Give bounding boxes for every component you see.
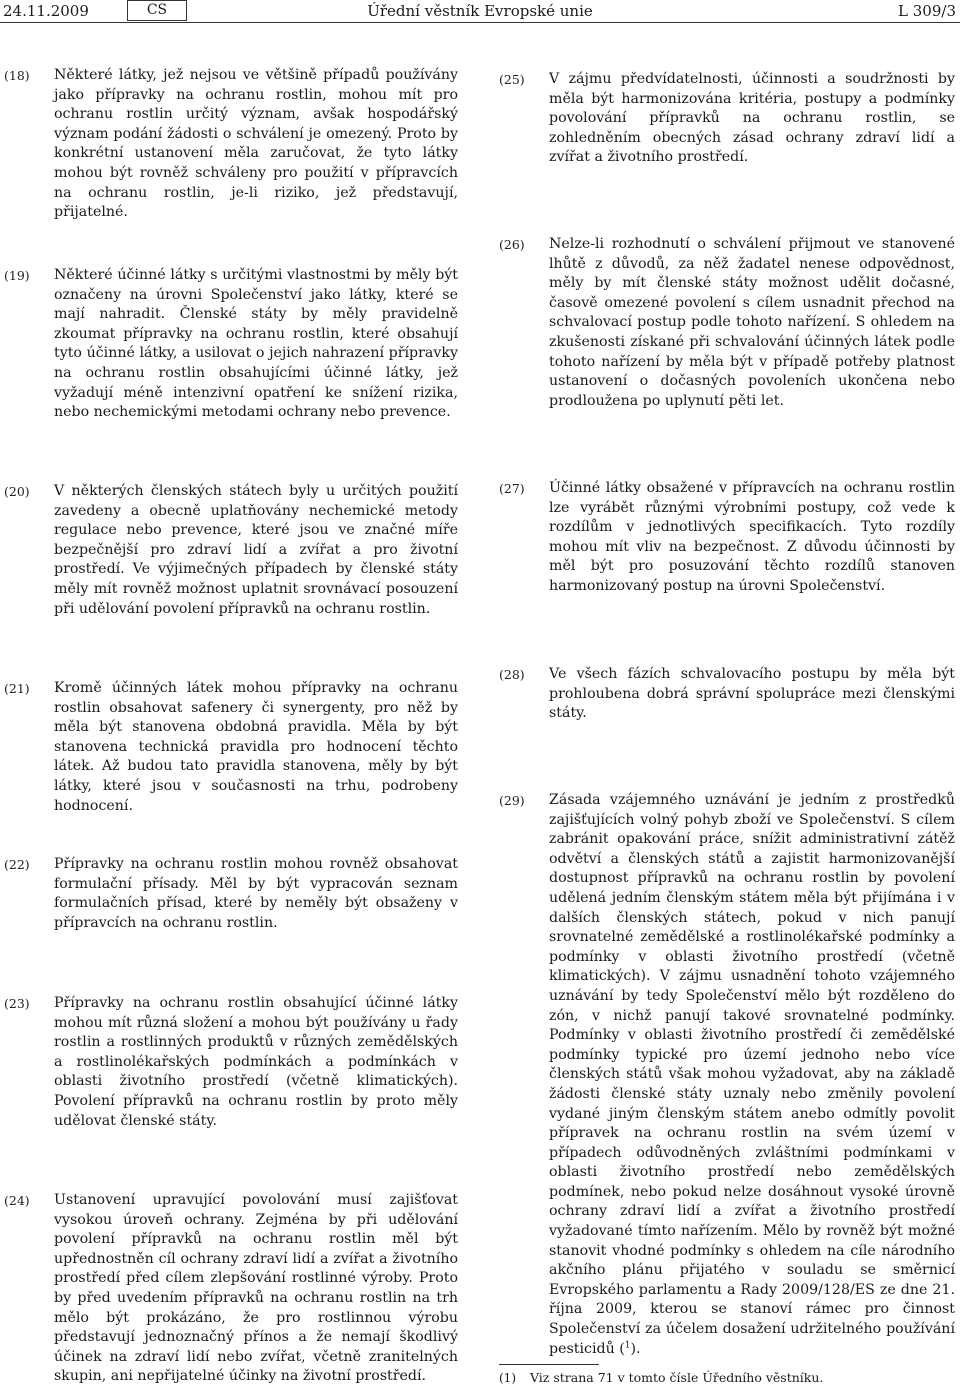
recital-text: Účinné látky obsažené v přípravcích na ochranu rostlin lze vyrábět různými výrobními postupy, což vede k rozdílům v jednotlivých specifikacích. Tyto rozdíly mohou mít vliv na bezpečnost. Z důvodu účinnosti by měl být pro posuzování těchto rozdílů stanoven harmonizovaný postup na úrovni Společenství.	[549, 480, 955, 594]
footnote	[499, 1370, 957, 1386]
page-header	[0, 0, 960, 24]
recital-number: (26)	[499, 237, 525, 252]
recital-number: (24)	[4, 1193, 30, 1208]
footnote-mark: (1)	[499, 1371, 516, 1385]
recital-text: Ve všech fázích schvalovacího postupu by měla být prohloubena dobrá správní spolupráce mezi členskými státy.	[549, 666, 955, 722]
recital-number: (19)	[4, 268, 30, 283]
recital-text: Přípravky na ochranu rostlin mohou rovněž obsahovat formulační přísady. Měl by být vypracován seznam formulačních přísad, které by neměly být obsaženy v přípravcích na ochranu rostlin.	[54, 856, 458, 931]
recital-number: (29)	[499, 793, 525, 808]
recital-number: (28)	[499, 667, 525, 682]
recital-number: (25)	[499, 72, 525, 87]
journal-title: Úřední věstník Evropské unie	[367, 2, 593, 20]
recital-number: (21)	[4, 681, 30, 696]
recital-number: (23)	[4, 996, 30, 1011]
recital-text: Přípravky na ochranu rostlin obsahující účinné látky mohou mít různá složení a mohou být používány u řady rostlin a rostlinných produktů v různých zemědělských a rostlinolékařských podmínkách a podmínkách v oblasti životního prostředí (včetně klimatických). Povolení přípravků na ochranu rostlin by proto měly udělovat členské státy.	[54, 995, 458, 1129]
recital-text: Kromě účinných látek mohou přípravky na ochranu rostlin obsahovat safenery či synergenty, pro něž by měla být stanovena obdobná pravidla. Měla by být stanovena technická pravidla pro hodnocení těchto látek. Až budou tato pravidla stanovena, měly by být látky, které jsou v současnosti na trhu, podrobeny hodnocení.	[54, 680, 458, 814]
recital-tail: ).	[630, 1340, 641, 1357]
recital-body: Zásada vzájemného uznávání je jedním z prostředků zajišťujících volný pohyb zboží ve Společenství. S cílem zabránit opakování práce, snížit administrativní zátěž odvětví a členských států a zajistit harmonizovanější dostupnost přípravků na ochranu rostlin by povolení udělená jedním členským státem měla být přijímána i v dalších členských státech, pokud v nich panují srovnatelné zemědělské a rostlinolékařské podmínky a podmínky v oblasti životního prostředí (včetně klimatických). V zájmu usnadnění tohoto vzájemného uznávání by tedy Společenství mělo být rozděleno do zón, v nichž panují takové srovnatelné podmínky. Podmínky v oblasti životního prostředí či zemědělské podmínky typické pro území jednoho nebo více členských států však mohou vyžadovat, aby na základě žádosti členské státy uznaly nebo změnily povolení vydané jiným členským státem anebo odmítly povolit přípravek na ochranu rostlin na svém území v případech odůvodněných zvláštními podmínkami v oblasti životního prostředí nebo zemědělských podmínek, nebo pokud nelze dosáhnout vysoké úrovně ochrany zdraví lidí a zvířat a životního prostředí vyžadované tímto nařízením. Mělo by rovněž být možné stanovit vhodné podmínky s ohledem na cíle národního akčního plánu přijatého v souladu se směrnicí Evropského parlamentu a Rady 2009/128/ES ze dne 21. října 2009, kterou se stanoví rámec pro činnost Společenství za účelem dosažení udržitelného používání pesticidů	[549, 792, 955, 1357]
publication-date: 24.11.2009	[3, 2, 89, 20]
recital-text: V některých členských státech byly u určitých použití zavedeny a obecně uplatňovány nechemické metody regulace nebo prevence, které jsou ve značné míře bezpečnější pro zdraví lidí a zvířat a pro životní prostředí. Ve výjimečných případech by členské státy měly mít rovněž možnost uplatnit srovnávací posouzení při udělování povolení přípravků na ochranu rostlin.	[54, 483, 458, 617]
page-reference: L 309/3	[898, 2, 956, 20]
recital-number: (22)	[4, 857, 30, 872]
recital-number: (18)	[4, 68, 30, 83]
recital-number: (20)	[4, 484, 30, 499]
recital-text: Nelze-li rozhodnutí o schválení přijmout ve stanovené lhůtě z důvodů, za něž žadatel nenese odpovědnost, měly by mít členské státy možnost udělit dočasné, časově omezené povolení s cílem usnadnit přechod na schvalovací postup podle tohoto nařízení. S ohledem na zkušenosti získané při schvalování účinných látek podle tohoto nařízení by měla být v případě potřeby platnost ustanovení o dočasných povoleních ukončena nebo prodloužena po uplynutí pěti let.	[549, 236, 955, 409]
recital-text: Některé látky, jež nejsou ve většině případů používány jako přípravky na ochranu rostlin, mohou mít pro ochranu rostlin určitý význam, avšak hospodářský význam podání žádosti o schválení je omezený. Proto by konkrétní ustanovení měla zaručovat, že tyto látky mohou být rovněž schváleny pro použití v přípravcích na ochranu rostlin, je-li riziko, jež představují, přijatelné.	[54, 67, 458, 221]
recital-number: (27)	[499, 481, 525, 496]
recital-text: Ustanovení upravující povolování musí zajišťovat vysokou úroveň ochrany. Zejména by při udělování povolení přípravků na ochranu rostlin měl být upřednostněn cíl ochrany zdraví lidí a zvířat a životního prostředí před cílem zlepšování rostlinné výroby. Proto by před uvedením přípravků na ochranu rostlin na trh mělo být prokázáno, že pro rostlinnou výrobu představují jednoznačný přínos a že nemají škodlivý účinek na zdraví lidí nebo zvířat, včetně zranitelných skupin, ani nepřijatelné účinky na životní prostředí.	[54, 1192, 458, 1385]
footnote-rule	[499, 1364, 599, 1365]
language-badge: CS	[127, 0, 187, 21]
footnote-text: Viz strana 71 v tomto čísle Úředního věstníku.	[530, 1370, 824, 1385]
footnote-reference[interactable]: 1	[624, 1339, 631, 1350]
recital-text: V zájmu předvídatelnosti, účinnosti a soudržnosti by měla být harmonizována kritéria, postupy a podmínky povolování přípravků na ochranu rostlin, se zohledněním obecných zásad ochrany zdraví lidí a zvířat a životního prostředí.	[549, 71, 955, 166]
header-rule	[0, 22, 960, 23]
recital-text: Některé účinné látky s určitými vlastnostmi by měly být označeny na úrovni Společenství jako látky, které se mají nahradit. Členské státy by měly pravidelně zkoumat přípravky na ochranu rostlin, které obsahují tyto účinné látky, a usilovat o jejich nahrazení přípravky na ochranu rostlin obsahujícími účinné látky, jež vyžadují méně intenzivní opatření ke snížení rizika, nebo nechemickými metodami ochrany nebo prevence.	[54, 267, 458, 421]
recital-text: Zásada vzájemného uznávání je jedním z prostředků zajišťujících volný pohyb zboží ve Společenství. S cílem zabránit opakování práce, snížit administrativní zátěž odvětví a členských států a zajistit harmonizovanější dostupnost přípravků na ochranu rostlin by povolení udělená jedním členským státem měla být přijímána i v dalších členských státech, pokud v nich panují srovnatelné zemědělské a rostlinolékařské podmínky a podmínky v oblasti životního prostředí (včetně klimatických). V zájmu usnadnění tohoto vzájemného uznávání by tedy Společenství mělo být rozděleno do zón, v nichž panují takové srovnatelné podmínky. Podmínky v oblasti životního prostředí či zemědělské podmínky typické pro území jednoho nebo více členských států však mohou vyžadovat, aby na základě žádosti členské státy uznaly nebo změnily povolení vydané jiným členským státem anebo odmítly povolit přípravek na ochranu rostlin na svém území v případech odůvodněných zvláštními podmínkami v oblasti životního prostředí nebo zemědělských podmínek, nebo pokud nelze dosáhnout vysoké úrovně ochrany zdraví lidí a zvířat a životního prostředí vyžadované tímto nařízením. Mělo by rovněž být možné stanovit vhodné podmínky s ohledem na cíle národního akčního plánu přijatého v souladu se směrnicí Evropského parlamentu a Rady 2009/128/ES ze dne 21. října 2009, kterou se stanoví rámec pro činnost Společenství za účelem dosažení udržitelného používání pesticidů ($^1$).	[549, 792, 955, 1357]
